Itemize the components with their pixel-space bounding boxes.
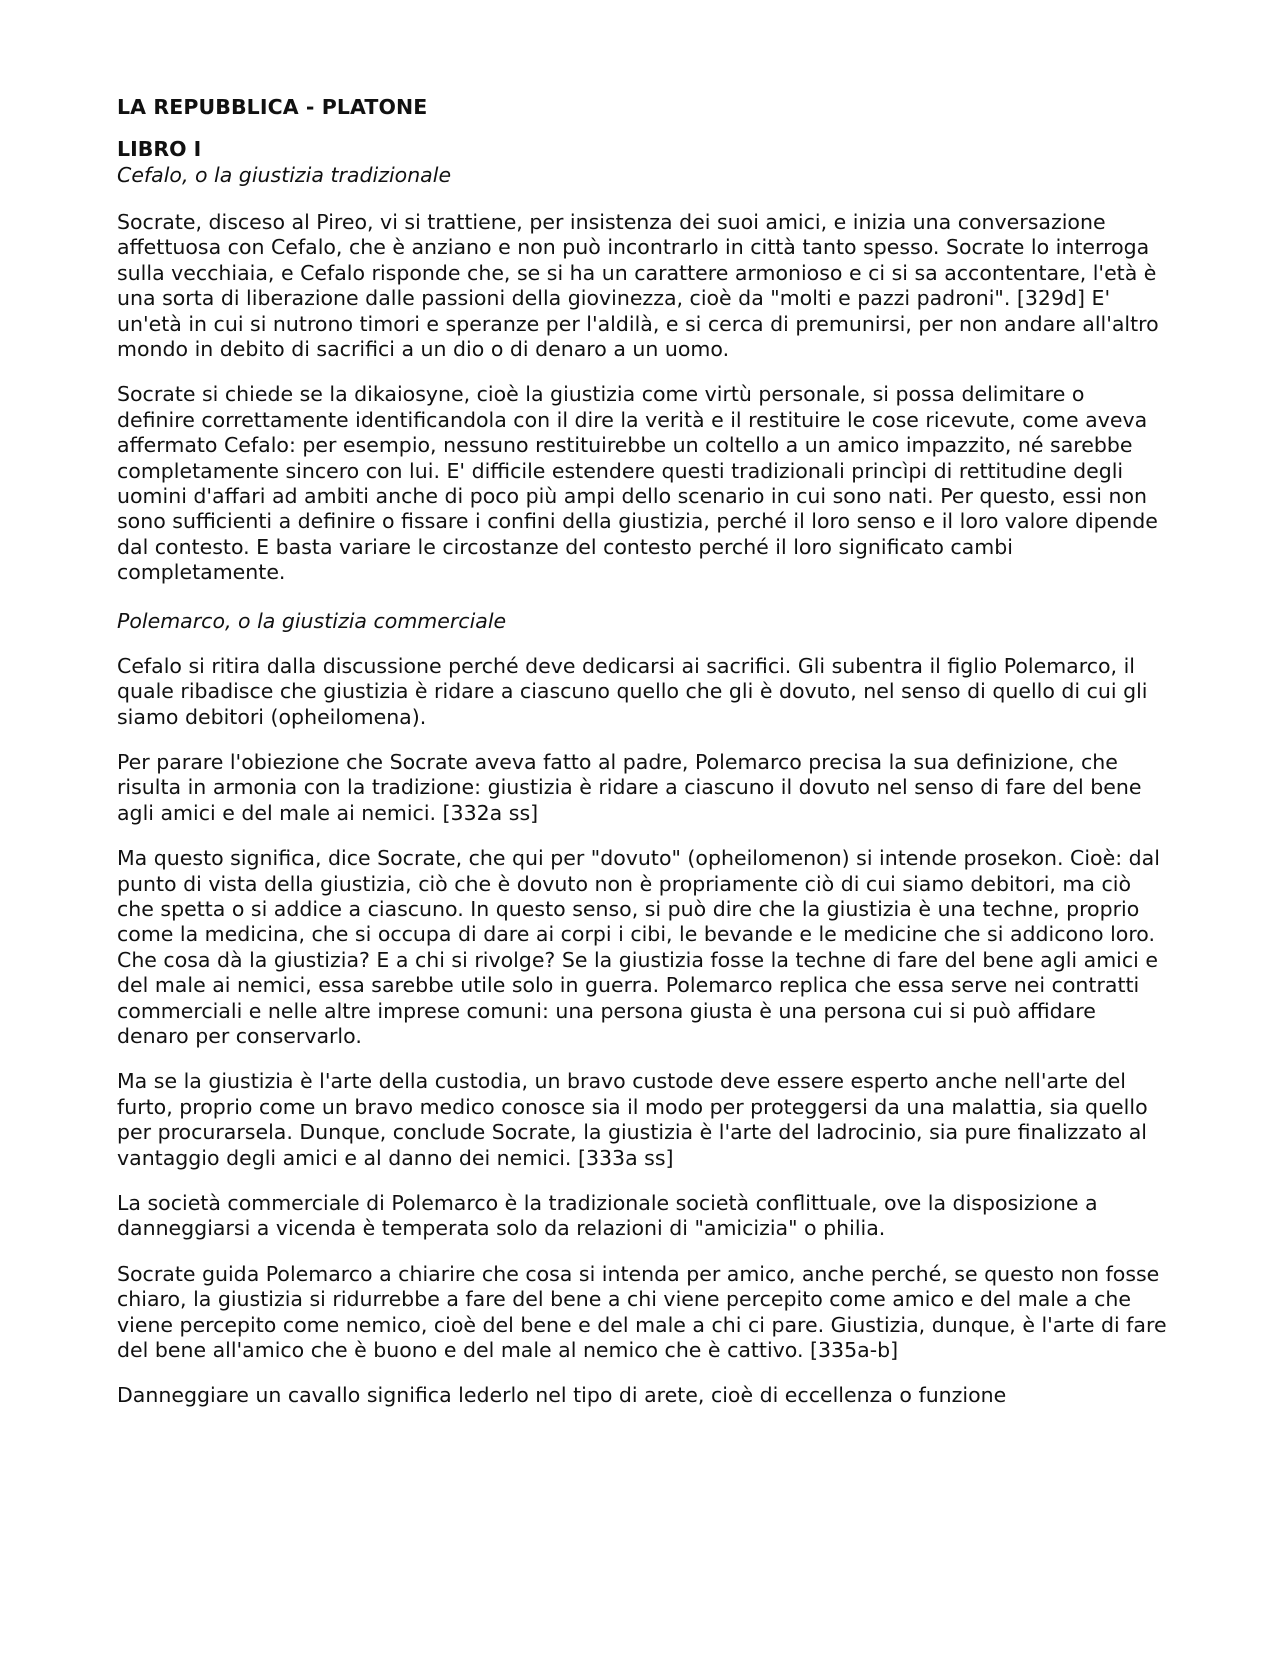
paragraph: Socrate guida Polemarco a chiarire che cosa si intenda per amico, anche perché, se questo non fosse chiaro, la giustizia si ridurrebbe a fare del bene a chi viene percepito come amico e del male a che viene percepito come nemico, cioè del bene e del male a chi ci pare. Giustizia, dunque, è l'arte di fare del bene all'amico che è buono e del male al nemico che è cattivo. [335a-b] [117, 1261, 1167, 1363]
paragraph: Danneggiare un cavallo significa lederlo nel tipo di arete, cioè di eccellenza o funzione [117, 1383, 1007, 1408]
paragraph: Ma questo significa, dice Socrate, che qui per "dovuto" (opheilomenon) si intende prosekon. Cioè: dal punto di vista della giustizia, ciò che è dovuto non è propriamente ciò di cui siamo debitori, ma ciò che spetta o si addice a ciascuno. In questo senso, si può dire che la giustizia è una techne, proprio come la medicina, che si occupa di dare ai corpi i cibi, le bevande e le medicine che si addicono loro. Che cosa dà la giustizia? E a chi si rivolge? Se la giustizia fosse la techne di fare del bene agli amici e del male ai nemici, essa sarebbe utile solo in guerra. Polemarco replica che essa serve nei contratti commerciali e nelle altre imprese comuni: una persona giusta è una persona cui si può affidare denaro per conservarlo. [117, 846, 1160, 1048]
section-heading-polemarco: Polemarco, o la giustizia commerciale [117, 608, 507, 633]
document-title: LA REPUBBLICA - PLATONE [117, 95, 428, 119]
paragraph: Cefalo si ritira dalla discussione perché deve dedicarsi ai sacrifici. Gli subentra il figlio Polemarco, il quale ribadisce che giustizia è ridare a ciascuno quello che gli è dovuto, nel senso di quello di cui gli siamo debitori (opheilomena). [117, 653, 1148, 729]
paragraph: Per parare l'obiezione che Socrate aveva fatto al padre, Polemarco precisa la sua definizione, che risulta in armonia con la tradizione: giustizia è ridare a ciascuno il dovuto nel senso di fare del bene agli amici e del male ai nemici. [332a ss] [117, 749, 1142, 825]
document-page [117, 92, 1167, 1409]
section-heading-cefalo: Cefalo, o la giustizia tradizionale [117, 163, 452, 187]
paragraph: Ma se la giustizia è l'arte della custodia, un bravo custode deve essere esperto anche nell'arte del furto, proprio come un bravo medico conosce sia il modo per proteggersi da una malattia, sia quello per procurarsela. Dunque, conclude Socrate, la giustizia è l'arte del ladrocinio, sia pure finalizzato al vantaggio degli amici e al danno dei nemici. [333a ss] [117, 1069, 1148, 1170]
book-heading: LIBRO I [117, 137, 202, 161]
paragraph: La società commerciale di Polemarco è la tradizionale società conflittuale, ove la disposizione a danneggiarsi a vicenda è temperata solo da relazioni di "amicizia" o philia. [117, 1191, 1098, 1241]
paragraph: Socrate, disceso al Pireo, vi si trattiene, per insistenza dei suoi amici, e inizia una conversazione affettuosa con Cefalo, che è anziano e non può incontrarlo in città tanto spesso. Socrate lo interroga sulla vecchiaia, e Cefalo risponde che, se si ha un carattere armonioso e ci si sa accontentare, l'età è una sorta di liberazione dalle passioni della giovinezza, cioè da "molti e pazzi padroni". [329d] E' un'età in cui si nutrono timori e speranze per l'aldilà, e si cerca di premunirsi, per non andare all'altro mondo in debito di sacrifici a un dio o di denaro a un uomo. [117, 210, 1159, 362]
paragraph: Socrate si chiede se la dikaiosyne, cioè la giustizia come virtù personale, si possa delimitare o definire correttamente identificandola con il dire la verità e il restituire le cose ricevute, come aveva affermato Cefalo: per esempio, nessuno restituirebbe un coltello a un amico impazzito, né sarebbe completamente sincero con lui. E' difficile estendere questi tradizionali princìpi di rettitudine degli uomini d'affari ad ambiti anche di poco più ampi dello scenario in cui sono nati. Per questo, essi non sono sufficienti a definire o fissare i confini della giustizia, perché il loro senso e il loro valore dipende dal contesto. E basta variare le circostanze del contesto perché il loro significato cambi completamente. [117, 382, 1158, 585]
